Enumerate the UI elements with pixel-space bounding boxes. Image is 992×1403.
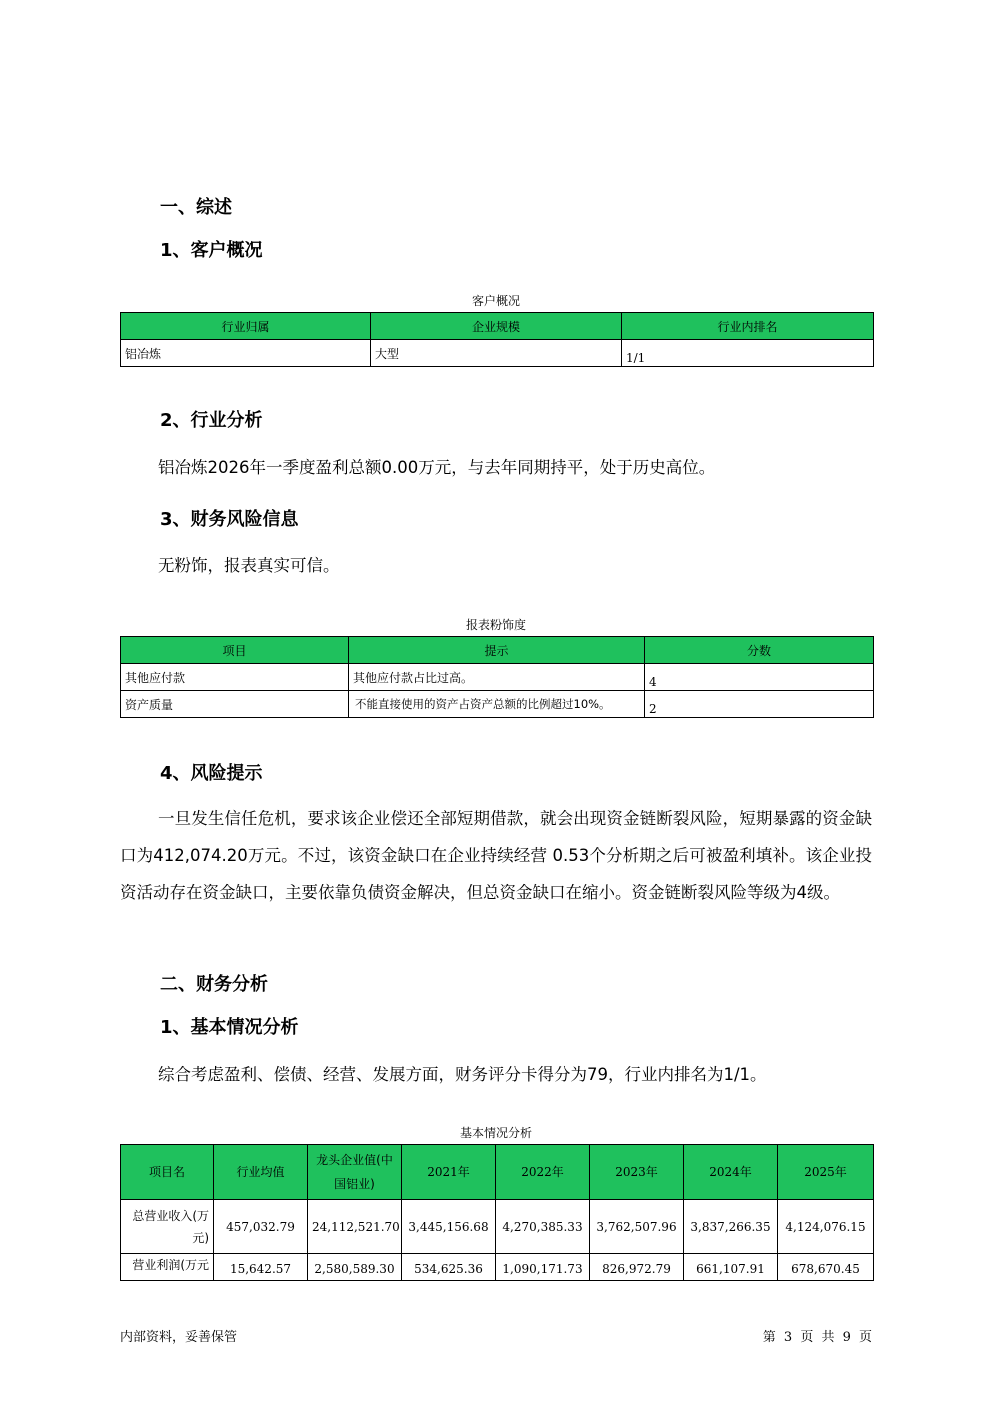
table-cell: 2 — [645, 691, 874, 718]
footer-confidential-note: 内部资料，妥善保管 — [120, 1330, 238, 1345]
table-cell: 4,124,076.15 — [778, 1200, 874, 1254]
table-cell: 资产质量 — [121, 691, 349, 718]
table-header: 2024年 — [684, 1145, 778, 1200]
table-cell: 不能直接使用的资产占资产总额的比例超过10%。 — [349, 691, 645, 718]
table-cell: 总营业收入(万元) — [121, 1200, 214, 1254]
table-cell: 3,445,156.68 — [402, 1200, 496, 1254]
table-header: 项目 — [121, 637, 349, 664]
table-cell: 826,972.79 — [590, 1254, 684, 1281]
table-header: 2025年 — [778, 1145, 874, 1200]
customer-table — [120, 312, 874, 367]
subsection-financial-risk: 3、财务风险信息 — [160, 509, 299, 530]
subsection-basic-analysis: 1、基本情况分析 — [160, 1017, 299, 1038]
table-row — [121, 1200, 874, 1254]
table-cell: 营业利润(万元 — [121, 1254, 214, 1281]
table-cell: 2,580,589.30 — [308, 1254, 402, 1281]
table-header: 2022年 — [496, 1145, 590, 1200]
table-row — [121, 1254, 874, 1281]
subsection-risk-tips: 4、风险提示 — [160, 763, 263, 784]
table-cell: 661,107.91 — [684, 1254, 778, 1281]
table-cell: 678,670.45 — [778, 1254, 874, 1281]
table-header: 行业均值 — [214, 1145, 308, 1200]
customer-table-caption: 客户概况 — [471, 294, 520, 308]
table-cell: 4 — [645, 664, 874, 691]
table-cell: 534,625.36 — [402, 1254, 496, 1281]
whitewash-table — [120, 636, 874, 718]
table-row — [121, 664, 874, 691]
table-header: 行业内排名 — [622, 313, 874, 340]
table-header: 2023年 — [590, 1145, 684, 1200]
financial-risk-text: 无粉饰，报表真实可信。 — [158, 556, 340, 575]
basic-table-caption: 基本情况分析 — [459, 1126, 532, 1140]
subsection-customer-overview: 1、客户概况 — [160, 240, 263, 261]
table-header: 项目名 — [121, 1145, 214, 1200]
table-cell: 1/1 — [622, 340, 874, 367]
table-header: 提示 — [349, 637, 645, 664]
whitewash-table-caption: 报表粉饰度 — [465, 618, 526, 632]
table-cell: 其他应付款占比过高。 — [349, 664, 645, 691]
industry-analysis-text: 铝冶炼2026年一季度盈利总额0.00万元，与去年同期持平，处于历史高位。 — [158, 458, 716, 477]
basic-analysis-text: 综合考虑盈利、偿债、经营、发展方面，财务评分卡得分为79，行业内排名为1/1。 — [158, 1065, 767, 1084]
table-header: 分数 — [645, 637, 874, 664]
table-header: 企业规模 — [371, 313, 622, 340]
table-cell: 大型 — [371, 340, 622, 367]
table-cell: 铝冶炼 — [121, 340, 371, 367]
table-header: 行业归属 — [121, 313, 371, 340]
table-row — [121, 691, 874, 718]
table-cell: 1,090,171.73 — [496, 1254, 590, 1281]
basic-analysis-table — [120, 1144, 874, 1281]
table-cell: 3,837,266.35 — [684, 1200, 778, 1254]
table-header: 龙头企业值(中国铝业) — [308, 1145, 402, 1200]
table-cell: 15,642.57 — [214, 1254, 308, 1281]
subsection-industry-analysis: 2、行业分析 — [160, 410, 263, 431]
table-header: 2021年 — [402, 1145, 496, 1200]
section-title-overview: 一、综述 — [160, 197, 232, 218]
table-cell: 457,032.79 — [214, 1200, 308, 1254]
table-cell: 3,762,507.96 — [590, 1200, 684, 1254]
table-cell: 其他应付款 — [121, 664, 349, 691]
table-cell: 24,112,521.70 — [308, 1200, 402, 1254]
footer-page-number: 第 3 页 共 9 页 — [762, 1330, 872, 1345]
table-row — [121, 340, 874, 367]
risk-tips-text: 一旦发生信任危机，要求该企业偿还全部短期借款，就会出现资金链断裂风险，短期暴露的资金缺口为412,074.20万元。不过，该资金缺口在企业持续经营 0.53个分析期之后可被盈利填补。该企业投资活动存在资金缺口，主要依靠负债资金解决，但总资金缺口在缩小。资金链断裂风险等级为4级。 — [120, 809, 872, 902]
section-title-financial-analysis: 二、财务分析 — [160, 974, 268, 995]
table-cell: 4,270,385.33 — [496, 1200, 590, 1254]
